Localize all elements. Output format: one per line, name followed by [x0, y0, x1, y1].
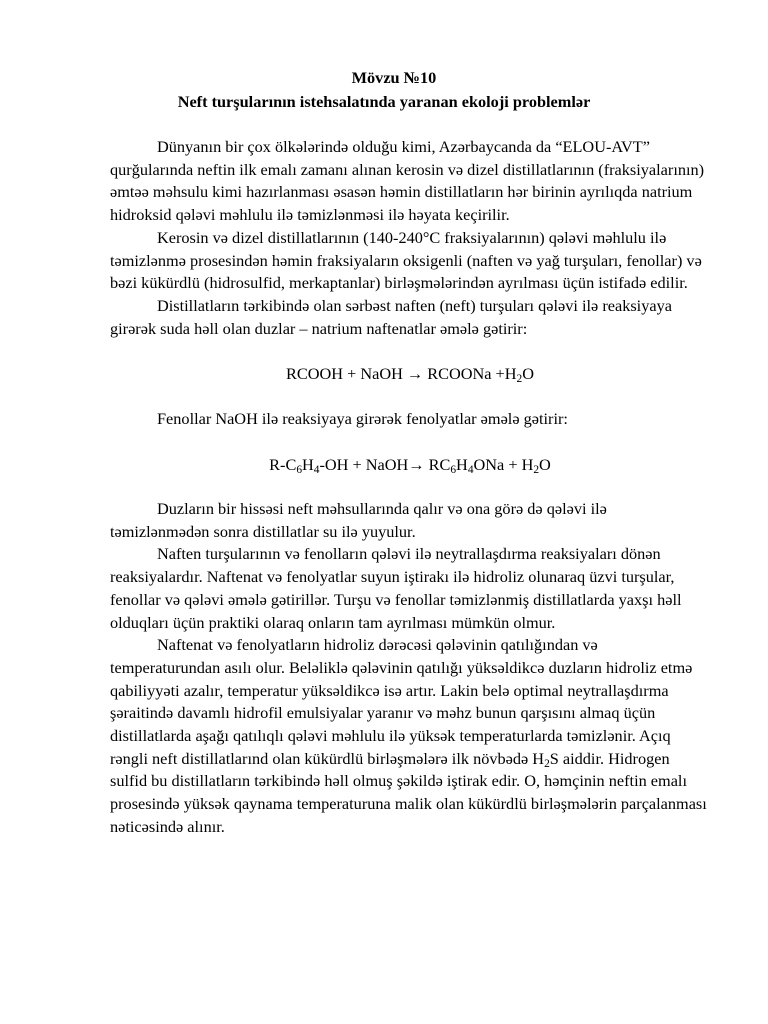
formula-text: O: [522, 364, 534, 384]
topic-heading: Mövzu №10: [351, 68, 437, 87]
formula-text: O: [539, 455, 551, 475]
paragraph-3: Distillatların tərkibində olan sərbəst naften (neft) turşuları qələvi ilə reaksiyaya girərək suda həll olan duzlar – natrium naftenatlar əmələ gətirir:: [110, 295, 672, 338]
formula-text: H: [456, 455, 468, 475]
h2s-h: H: [532, 748, 545, 768]
formula-subscript: 6: [450, 464, 457, 477]
formula-subscript: 6: [296, 464, 303, 477]
paragraph-2: Kerosin və dizel distillatlarının (140-240°C fraksiyalarının) qələvi məhlulu ilə təmizlənmə prosesindən həmin fraksiyaların oksigenli (naften və yağ turşuları, fenollar) və bəzi kükürdlü (hidrosulfid, merkaptanlar) birləşmələrindən ayrılması üçün istifadə edilir.: [110, 227, 702, 293]
paragraph-7-text-cont: S aiddir. Hidrogen sulfid bu distillatların tərkibində həll olmuş şəkildə iştirak edir. O, həmçinin neftin emalı prosesində yüksək qaynama temperaturuna malik olan kükürdlü birləşmələrin parçalanması nəticəsində alınır.: [110, 748, 707, 836]
paragraph-6: Naften turşularının və fenolların qələvi ilə neytrallaşdırma reaksiyaları dönən reaksiyalardır. Naftenat və fenolyatlar suyun iştirakı ilə hidroliz olunaraq üzvi turşular, fenollar və qələvi əmələ gətirillər. Turşu və fenollar təmizlənmiş distillatlarda yaxşı həll olduqları üçün praktiki olaraq onların tam ayrılması mümkün olmur.: [110, 544, 682, 632]
h2s-formula: [532, 749, 549, 768]
paragraph-7: [110, 634, 710, 838]
formula-subscript: 2: [533, 464, 540, 477]
formula-text: ONa + H: [473, 455, 534, 475]
h2s-subscript: 2: [544, 757, 550, 770]
formula-text: -OH + NaOH→ RC: [319, 455, 451, 475]
paragraph-4: Fenollar NaOH ilə reaksiyaya girərək fenolyatlar əmələ gətirir:: [157, 409, 568, 429]
document-body: [110, 136, 710, 839]
formula-subscript: 2: [516, 373, 523, 386]
paragraph-1: Dünyanın bir çox ölkələrində olduğu kimi, Azərbaycanda da “ELOU-AVT” qurğularında neftin ilk emalı zamanı alınan kerosin və dizel distillatlarının (fraksiyalarının) əmtəə məhsulu kimi hazırlanması əsasən həmin distillatların hər birinin ayrılıqda natrium hidroksid qələvi məhlulu ilə təmizlənməsi ilə həyata keçirilir.: [110, 137, 705, 225]
formula-text: R-C: [269, 455, 297, 475]
formula-subscript: 4: [467, 464, 474, 477]
document-title: Neft turşularının istehsalatında yaranan ekoloji problemlər: [177, 92, 591, 111]
formula-subscript: 4: [313, 464, 320, 477]
paragraph-7-text: Naftenat və fenolyatların hidroliz dərəcəsi qələvinin qatılığından və temperaturundan asılı olur. Beləliklə qələvinin qatılığı yüksəldikcə duzların hidroliz etmə qabiliyyəti azalır, temperatur yüksəldikcə isə artır. Lakin belə optimal neytrallaşdırma şəraitində davamlı hidrofil emulsiyalar yaranır və məhz bunun qarşısını almaq üçün distillatlarda aşağı qatılıqlı qələvi məhlulu ilə yüksək temperaturlarda təmizlənir. Açıq rəngli neft distillatlarınd olan kükürdlü birləşmələrə ilk növbədə: [110, 635, 693, 768]
formula-text: RCOOH + NaOH → RCOONa +H: [286, 364, 517, 384]
reaction-formula-naphthenic: [110, 363, 710, 385]
reaction-formula-phenol: [110, 454, 710, 476]
paragraph-5: Duzların bir hissəsi neft məhsullarında qalır və ona görə də qələvi ilə təmizlənmədən sonra distillatlar su ilə yuyulur.: [110, 499, 607, 541]
formula-text: H: [302, 455, 314, 475]
